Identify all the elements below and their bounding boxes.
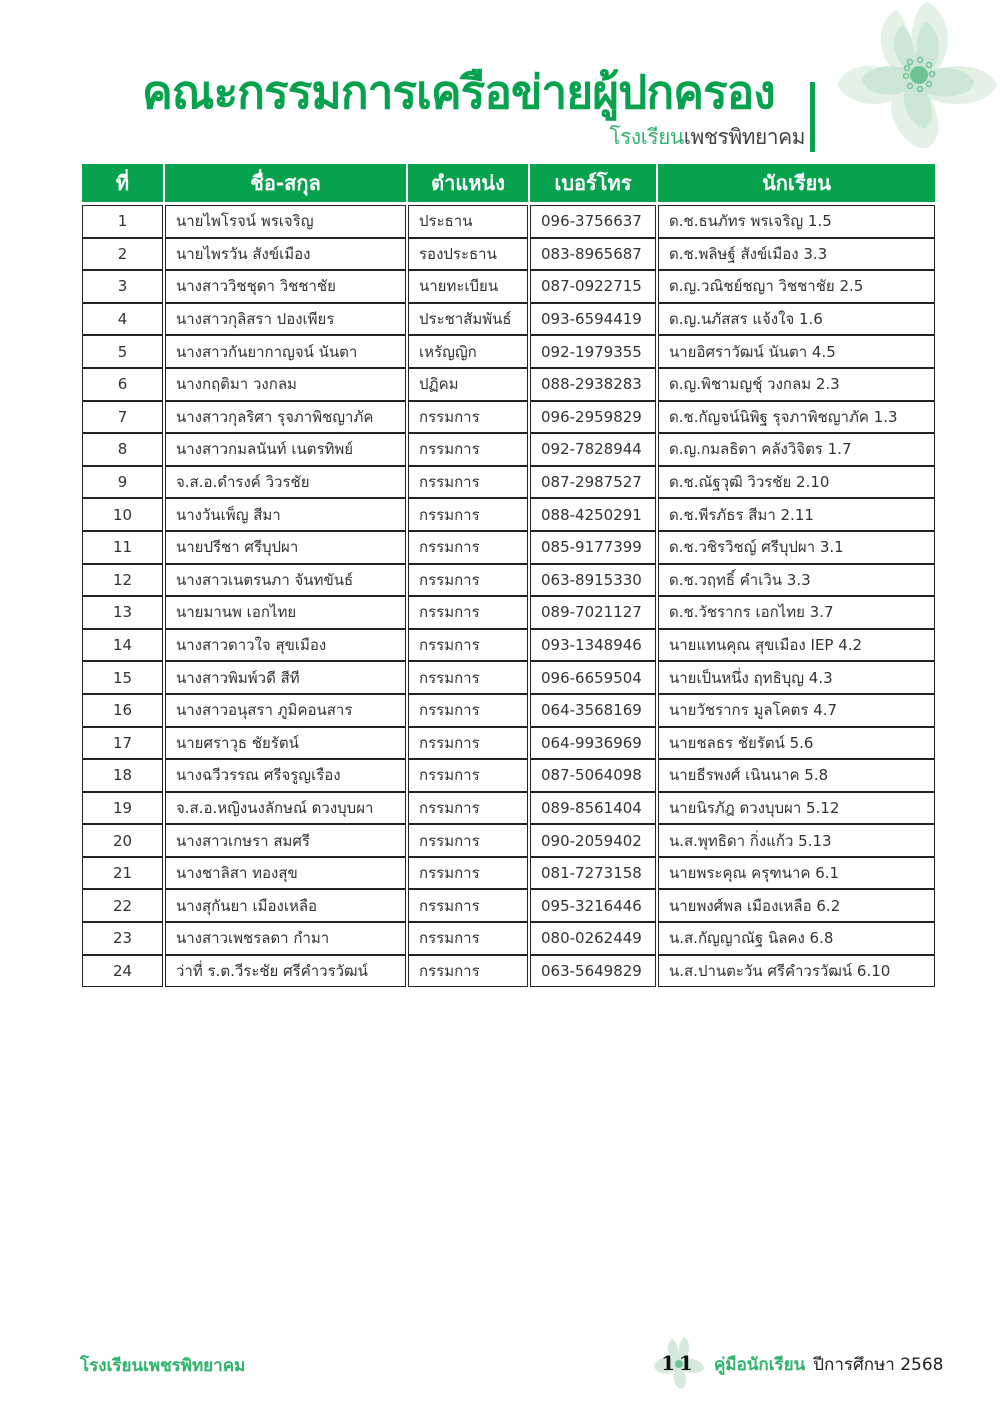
cell-student: นายนิรภัฎ ดวงบุบผา 5.12 [658,792,935,825]
page-flower-icon [650,1335,708,1393]
cell-position: กรรมการ [408,922,528,955]
cell-student: ด.ช.วฤทธิ์ คำเวิน 3.3 [658,564,935,597]
cell-no: 7 [82,401,163,434]
cell-phone: 080-0262449 [530,922,656,955]
cell-student: นายเป็นหนึ่ง ฤทธิบุญ 4.3 [658,661,935,694]
cell-phone: 092-1979355 [530,335,656,368]
cell-phone: 092-7828944 [530,433,656,466]
cell-no: 9 [82,466,163,499]
cell-phone: 096-6659504 [530,661,656,694]
cell-position: กรรมการ [408,727,528,760]
table-row [82,596,935,629]
cell-phone: 083-8965687 [530,238,656,271]
table-row [82,335,935,368]
cell-no: 1 [82,205,163,238]
cell-phone: 095-3216446 [530,889,656,922]
table-row [82,466,935,499]
cell-student: ด.ช.พลิษฐ์ สังข์เมือง 3.3 [658,238,935,271]
cell-student: นายชลธร ชัยรัตน์ 5.6 [658,727,935,760]
cell-no: 2 [82,238,163,271]
cell-name: นางสาวพิมพ์วดี สีที [165,661,406,694]
column-header-phone: เบอร์โทร [530,164,658,202]
cell-student: ด.ช.กัญจน์นิพิฐ รุจภาพิชญาภัค 1.3 [658,401,935,434]
cell-student: ด.ญ.กมลธิดา คลังวิจิตร 1.7 [658,433,935,466]
table-row [82,759,935,792]
cell-student: ด.ช.วัชรากร เอกไทย 3.7 [658,596,935,629]
cell-no: 4 [82,303,163,336]
cell-position: ปฏิคม [408,368,528,401]
table-row [82,955,935,988]
cell-phone: 089-7021127 [530,596,656,629]
table-row [82,205,935,238]
cell-position: กรรมการ [408,433,528,466]
cell-phone: 063-8915330 [530,564,656,597]
cell-name: นางวันเพ็ญ สีมา [165,498,406,531]
cell-position: กรรมการ [408,694,528,727]
cell-no: 20 [82,824,163,857]
table-row [82,922,935,955]
cell-no: 12 [82,564,163,597]
cell-name: นายปรีชา ศรีบุปผา [165,531,406,564]
cell-name: จ.ส.อ.หญิงนงลักษณ์ ดวงบุบผา [165,792,406,825]
column-header-no: ที่ [82,164,165,202]
cell-position: กรรมการ [408,824,528,857]
cell-name: ว่าที่ ร.ต.วีระชัย ศรีคำวรวัฒน์ [165,955,406,988]
subtitle-school: เพชรพิทยาคม [683,125,805,149]
cell-student: นายพระคุณ ครุฑนาค 6.1 [658,857,935,890]
cell-position: กรรมการ [408,889,528,922]
cell-student: น.ส.กัญญาณัฐ นิลคง 6.8 [658,922,935,955]
cell-name: นายมานพ เอกไทย [165,596,406,629]
table-row [82,531,935,564]
subtitle-prefix: โรงเรียน [609,125,684,149]
cell-name: นางสาวกันยากาญจน์ นันตา [165,335,406,368]
cell-position: กรรมการ [408,661,528,694]
cell-no: 5 [82,335,163,368]
cell-phone: 064-9936969 [530,727,656,760]
cell-name: นายไพรวัน สังข์เมือง [165,238,406,271]
cell-student: ด.ช.ธนภัทร พรเจริญ 1.5 [658,205,935,238]
cell-student: นายพงศ์พล เมืองเหลือ 6.2 [658,889,935,922]
cell-student: ด.ญ.นภัสสร แจ้งใจ 1.6 [658,303,935,336]
cell-position: นายทะเบียน [408,270,528,303]
cell-no: 13 [82,596,163,629]
cell-position: กรรมการ [408,857,528,890]
footer-handbook: คู่มือนักเรียน [714,1354,806,1375]
cell-name: นางสาวเนตรนภา จันทขันธ์ [165,564,406,597]
cell-student: นายแทนคุณ สุขเมือง IEP 4.2 [658,629,935,662]
cell-name: นางสาวกุลิสรา ปองเพียร [165,303,406,336]
cell-position: กรรมการ [408,401,528,434]
flower-icon [832,0,1000,160]
column-header-name: ชื่อ-สกุล [165,164,408,202]
footer-page-info [650,1334,944,1394]
column-header-student: นักเรียน [762,171,831,195]
cell-no: 17 [82,727,163,760]
table-row [82,661,935,694]
cell-name: นางสาวเกษรา สมศรี [165,824,406,857]
cell-position: ประธาน [408,205,528,238]
cell-phone: 088-2938283 [530,368,656,401]
cell-phone: 088-4250291 [530,498,656,531]
cell-name: นายไพโรจน์ พรเจริญ [165,205,406,238]
cell-position: กรรมการ [408,466,528,499]
cell-no: 3 [82,270,163,303]
table-row [82,303,935,336]
cell-no: 22 [82,889,163,922]
table-row [82,824,935,857]
cell-no: 6 [82,368,163,401]
cell-position: กรรมการ [408,498,528,531]
cell-no: 11 [82,531,163,564]
table-row [82,694,935,727]
table-header [82,164,935,202]
cell-phone: 063-5649829 [530,955,656,988]
cell-phone: 090-2059402 [530,824,656,857]
cell-phone: 087-2987527 [530,466,656,499]
cell-no: 10 [82,498,163,531]
cell-no: 15 [82,661,163,694]
table-row [82,629,935,662]
cell-name: นางสาวดาวใจ สุขเมือง [165,629,406,662]
committee-table [82,164,935,987]
footer-school-name: โรงเรียนเพชรพิทยาคม [80,1356,246,1376]
cell-phone: 089-8561404 [530,792,656,825]
cell-student: นายวัชรากร มูลโคตร 4.7 [658,694,935,727]
cell-phone: 081-7273158 [530,857,656,890]
cell-phone: 085-9177399 [530,531,656,564]
table-row [82,792,935,825]
cell-position: กรรมการ [408,596,528,629]
cell-phone: 064-3568169 [530,694,656,727]
cell-position: เหรัญญิก [408,335,528,368]
cell-name: นางสาววิชชุดา วิชชาชัย [165,270,406,303]
cell-no: 16 [82,694,163,727]
table-row [82,401,935,434]
cell-student: ด.ญ.วณิชย์ชญา วิชชาชัย 2.5 [658,270,935,303]
cell-student: น.ส.ปานตะวัน ศรีคำวรวัฒน์ 6.10 [658,955,935,988]
cell-phone: 096-3756637 [530,205,656,238]
table-row [82,498,935,531]
footer-year: ปีการศึกษา 2568 [813,1354,944,1375]
cell-name: นางชาลิสา ทองสุข [165,857,406,890]
cell-name: นางฉวีวรรณ ศรีจรูญเรือง [165,759,406,792]
cell-student: นายอิศราวัฒน์ นันตา 4.5 [658,335,935,368]
table-row [82,889,935,922]
cell-position: กรรมการ [408,564,528,597]
cell-name: นางสุกันยา เมืองเหลือ [165,889,406,922]
table-body [82,205,935,987]
cell-no: 14 [82,629,163,662]
table-row [82,727,935,760]
cell-phone: 096-2959829 [530,401,656,434]
cell-position: กรรมการ [408,531,528,564]
page-title: คณะกรรมการเครือข่ายผู้ปกครอง [142,65,775,119]
cell-phone: 093-1348946 [530,629,656,662]
table-row [82,368,935,401]
cell-student: ด.ช.ณัฐวุฒิ วิวรชัย 2.10 [658,466,935,499]
cell-no: 8 [82,433,163,466]
cell-phone: 087-5064098 [530,759,656,792]
cell-position: กรรมการ [408,792,528,825]
cell-name: จ.ส.อ.ดำรงค์ วิวรชัย [165,466,406,499]
cell-phone: 087-0922715 [530,270,656,303]
cell-student: นายธีรพงศ์ เนินนาค 5.8 [658,759,935,792]
cell-student: น.ส.พุทธิดา กิ่งแก้ว 5.13 [658,824,935,857]
title-divider [810,82,815,152]
column-header-position: ตำแหน่ง [408,164,530,202]
page-number: 11 [661,1351,697,1375]
cell-name: นายศราวุธ ชัยรัตน์ [165,727,406,760]
table-row [82,433,935,466]
cell-student: ด.ช.วชิรวิชญ์ ศรีบุปผา 3.1 [658,531,935,564]
cell-name: นางสาวกมลนันท์ เนตรทิพย์ [165,433,406,466]
cell-name: นางสาวเพชรลดา กำมา [165,922,406,955]
table-row [82,270,935,303]
cell-position: รองประธาน [408,238,528,271]
cell-no: 19 [82,792,163,825]
table-row [82,857,935,890]
cell-no: 18 [82,759,163,792]
cell-student: ด.ญ.พิชามญชุ์ วงกลม 2.3 [658,368,935,401]
cell-position: กรรมการ [408,759,528,792]
cell-student: ด.ช.พีรภัธร สีมา 2.11 [658,498,935,531]
cell-position: กรรมการ [408,629,528,662]
cell-name: นางสาวกุลริศา รุจภาพิชญาภัค [165,401,406,434]
cell-position: กรรมการ [408,955,528,988]
cell-no: 21 [82,857,163,890]
page-subtitle [609,124,805,150]
table-row [82,238,935,271]
cell-phone: 093-6594419 [530,303,656,336]
cell-no: 24 [82,955,163,988]
cell-no: 23 [82,922,163,955]
cell-name: นางสาวอนุสรา ภูมิคอนสาร [165,694,406,727]
cell-position: ประชาสัมพันธ์ [408,303,528,336]
table-row [82,564,935,597]
cell-name: นางกฤติมา วงกลม [165,368,406,401]
